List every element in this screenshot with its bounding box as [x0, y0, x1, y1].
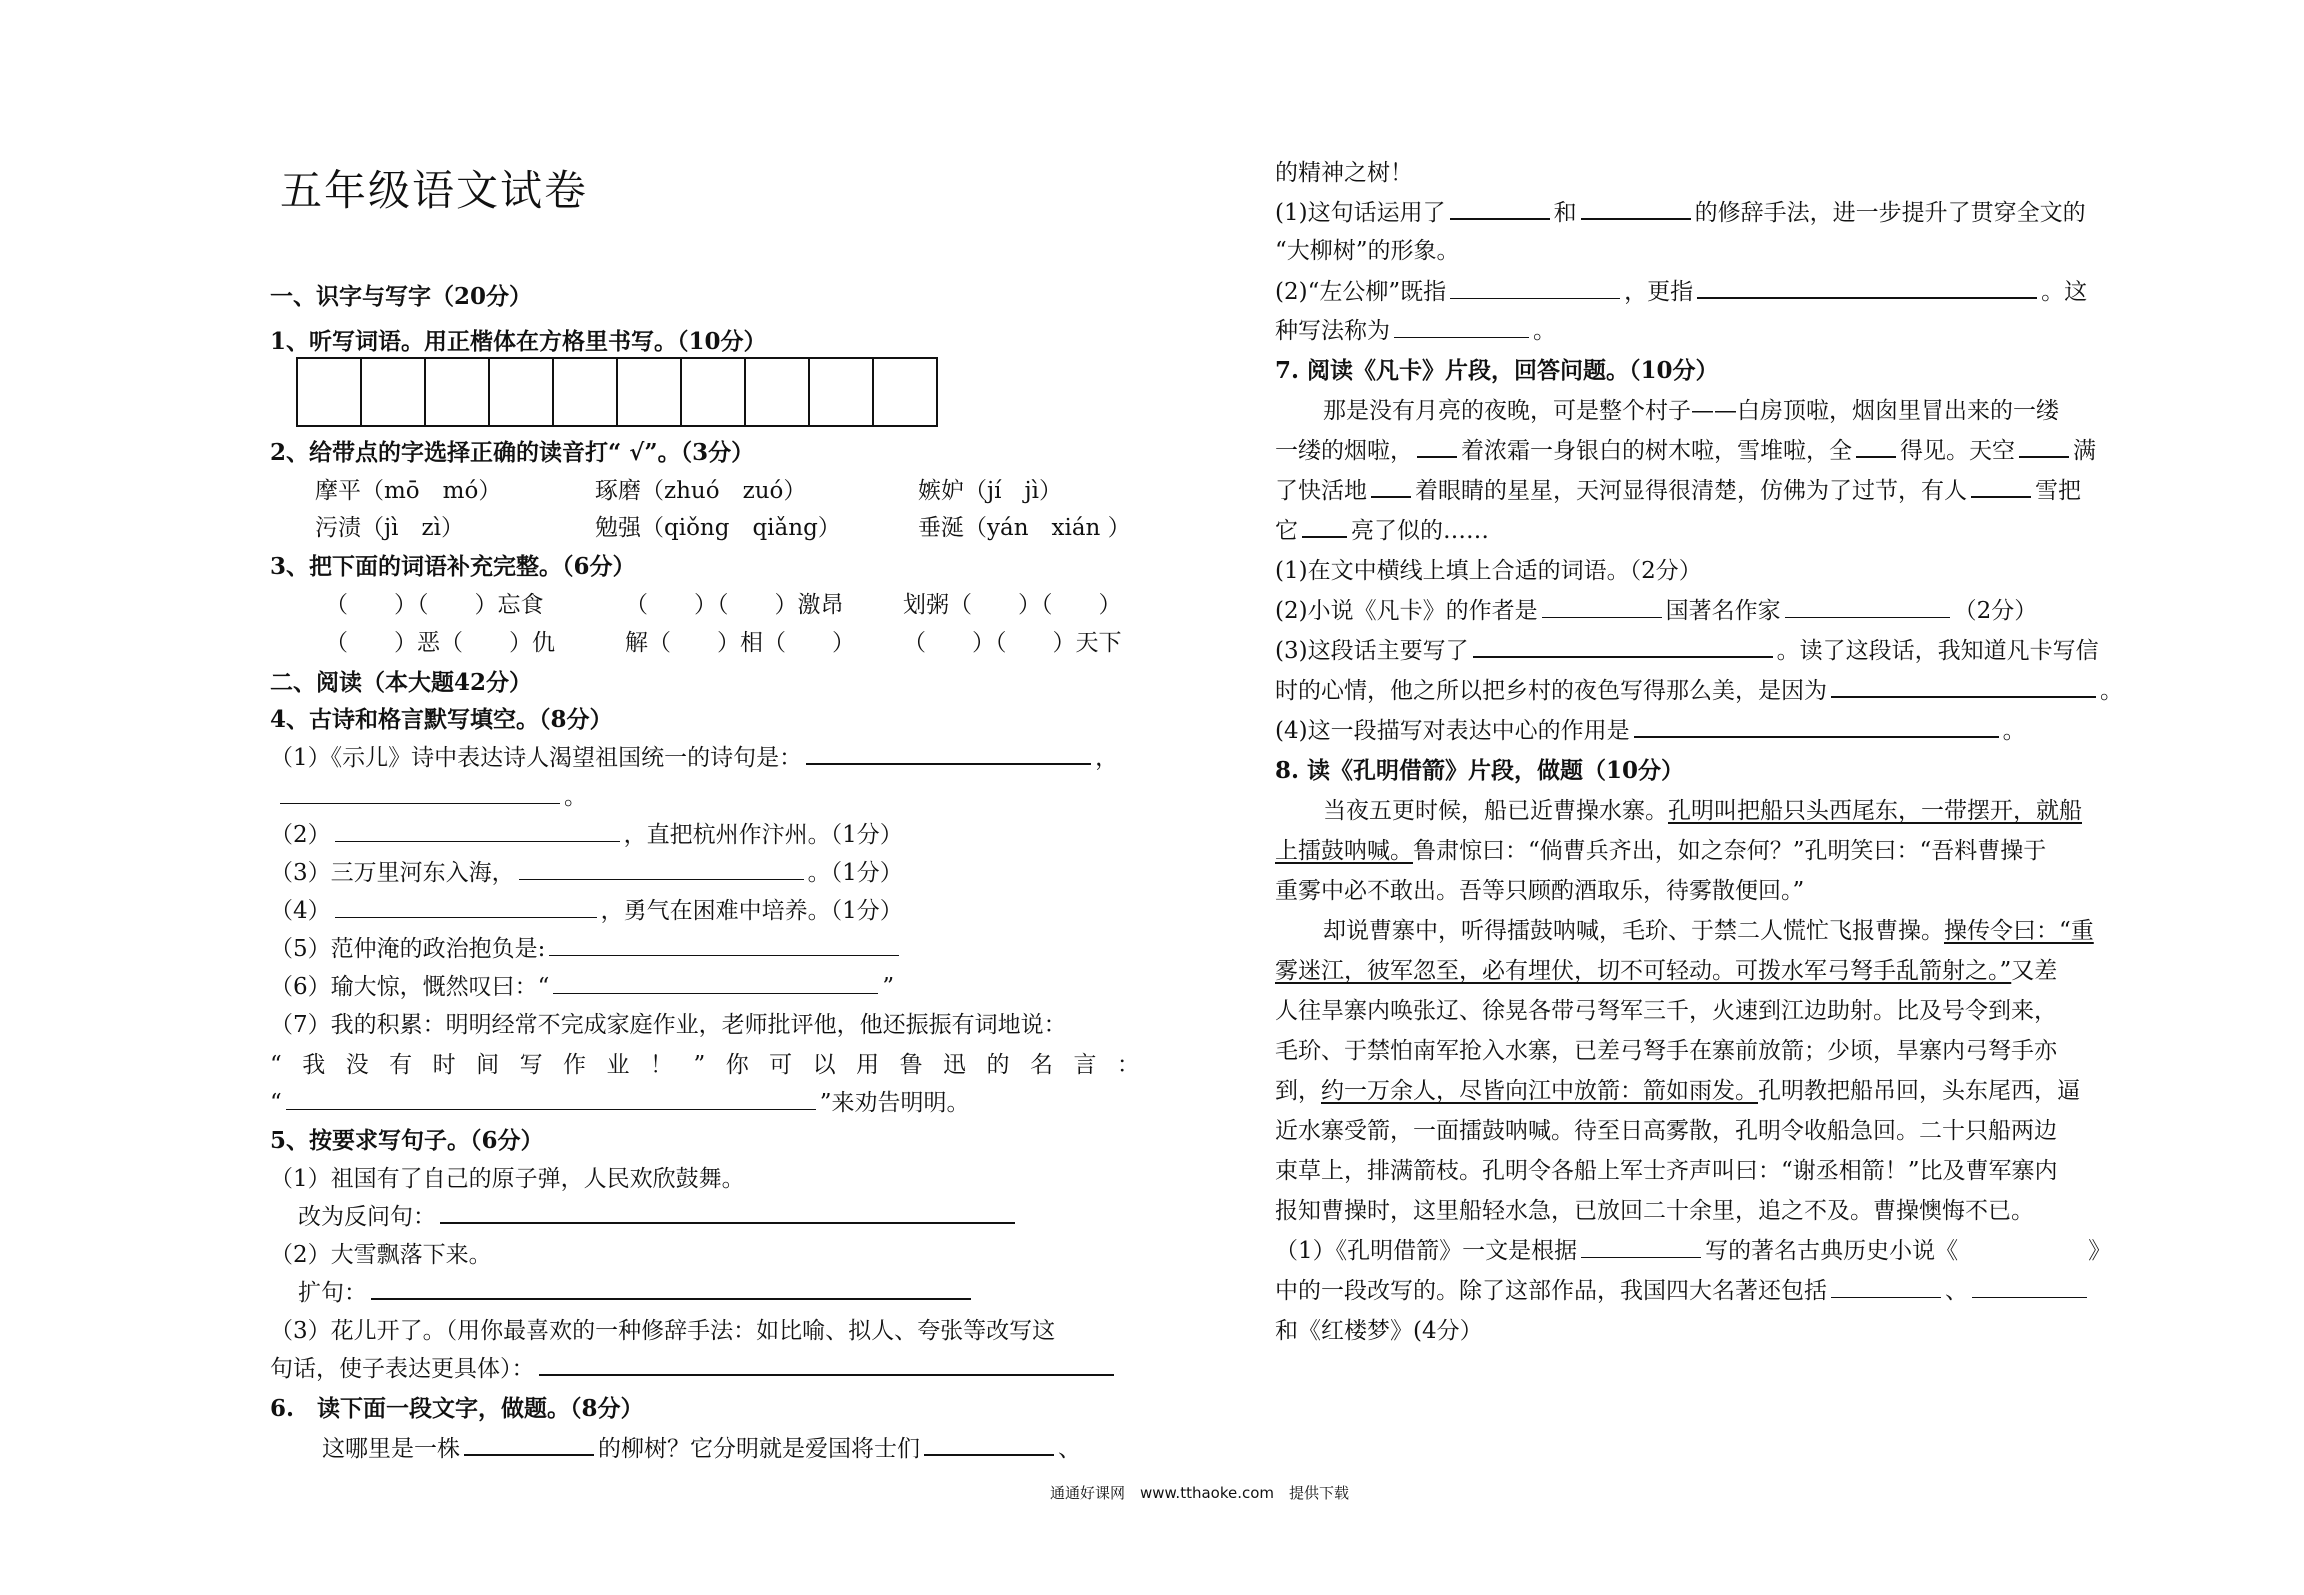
grid-cell[interactable] [362, 359, 426, 425]
q6-1-cont: “大柳树”的形象。 [1275, 238, 1460, 264]
question-6: 6. 读下面一段文字，做题。（8分） [270, 1395, 644, 1422]
grid-cell[interactable] [426, 359, 490, 425]
q2-item: 嫉妒（jí jì） [918, 478, 1062, 504]
answer-blank[interactable] [2019, 454, 2069, 458]
passage-8: 重雾中必不敢出。吾等只顾酌酒取乐，待雾散便回。” [1275, 878, 1805, 904]
question-4: 4、古诗和格言默写填空。（8分） [270, 706, 613, 733]
grid-cell[interactable] [874, 359, 936, 425]
answer-blank[interactable] [286, 1107, 816, 1110]
answer-blank[interactable] [1417, 454, 1457, 458]
question-3: 3、把下面的词语补充完整。（6分） [270, 553, 636, 580]
grid-cell[interactable] [810, 359, 874, 425]
answer-blank[interactable] [1972, 1295, 2087, 1298]
answer-blank[interactable] [1971, 494, 2031, 498]
q7-3-cont: 时的心情，他之所以把乡村的夜色写得那么美，是因为 。 [1275, 678, 2123, 704]
q2-item: 摩平（mō mó） [315, 478, 502, 504]
grid-cell[interactable] [490, 359, 554, 425]
passage-8: 上擂鼓呐喊。鲁肃惊曰：“倘曹兵齐出，如之奈何？”孔明笑曰：“吾料曹操于 [1275, 838, 2047, 864]
q4-2: （2） ，直把杭州作汴州。（1分） [270, 822, 903, 848]
q2-item: 琢磨（zhuó zuó） [595, 478, 807, 504]
q4-4: （4） ，勇气在困难中培养。（1分） [270, 898, 903, 924]
answer-blank[interactable] [1581, 216, 1691, 220]
answer-blank[interactable] [1831, 694, 2096, 698]
q2-item: 污渍（jì zì） [315, 515, 464, 541]
answer-blank[interactable] [1450, 216, 1550, 220]
q5-1b: 改为反问句： [298, 1202, 1019, 1232]
q5-2: （2）大雪飘落下来。 [270, 1242, 492, 1268]
q3-item: 划粥（ ）（ ） [903, 592, 1122, 618]
q6-2: (2)“左公柳”既指 ，更指 。这 [1275, 279, 2088, 305]
answer-blank[interactable] [539, 1372, 1114, 1376]
answer-blank[interactable] [1831, 1295, 1941, 1298]
answer-blank[interactable] [1302, 534, 1347, 538]
q3-item: 解（ ）相（ ） [625, 630, 855, 656]
passage-7: 它 亮了似的…… [1275, 518, 1489, 544]
answer-blank[interactable] [1856, 454, 1896, 458]
answer-blank[interactable] [1634, 734, 1999, 738]
section-1-heading: 一、识字与写字（20分） [270, 283, 533, 310]
answer-blank[interactable] [553, 991, 878, 994]
answer-blank[interactable] [440, 1220, 1015, 1224]
q6-text: 这哪里是一株 的柳树？它分明就是爱国将士们 、 [322, 1436, 1081, 1462]
page-footer: 通通好课网 www.tthaoke.com 提供下载 [1050, 1484, 1350, 1502]
q4-1-cont: 。 [270, 782, 587, 812]
q2-item: 垂涎（yán xián ） [918, 515, 1131, 541]
passage-8: 束草上，排满箭枝。孔明令各船上军士齐声叫曰：“谢丞相箭！”比及曹军寨内 [1275, 1158, 2058, 1184]
answer-blank[interactable] [806, 761, 1091, 765]
q5-1: （1）祖国有了自己的原子弹，人民欢欣鼓舞。 [270, 1166, 745, 1192]
q6-cont: 的精神之树！ [1275, 160, 1413, 186]
grid-cell[interactable] [618, 359, 682, 425]
answer-blank[interactable] [335, 915, 597, 918]
answer-blank[interactable] [1473, 654, 1773, 658]
writing-grid[interactable] [296, 357, 938, 427]
q4-7-spaced: “ 我 没 有 时 间 写 作 业 ！ ” 你 可 以 用 鲁 迅 的 名 言 ： [270, 1052, 1140, 1078]
q5-3b: 句话，使子表达更具体）： [270, 1354, 1118, 1384]
answer-blank[interactable] [549, 953, 899, 956]
q6-2-cont: 种写法称为 。 [1275, 318, 1556, 344]
q7-1: (1)在文中横线上填上合适的词语。（2分） [1275, 558, 1702, 584]
answer-blank[interactable] [1394, 335, 1529, 338]
passage-7: 那是没有月亮的夜晚，可是整个村子——白房顶啦，烟囱里冒出来的一缕 [1323, 398, 2059, 424]
passage-8: 人往旱寨内唤张辽、徐晃各带弓弩军三千，火速到江边助射。比及号令到来， [1275, 998, 2057, 1024]
grid-cell[interactable] [554, 359, 618, 425]
q8-1-end: 和《红楼梦》(4分） [1275, 1318, 1483, 1344]
q4-7-end: “ ”来劝告明明。 [270, 1090, 970, 1116]
passage-8: 却说曹寨中，听得擂鼓呐喊，毛玠、于禁二人慌忙飞报曹操。操传令曰：“重 [1323, 918, 2094, 944]
passage-8: 雾迷江，彼军忽至，必有埋伏，切不可轻动。可拨水军弓弩手乱箭射之。”又差 [1275, 958, 2058, 984]
answer-blank[interactable] [335, 839, 620, 842]
answer-blank[interactable] [1542, 615, 1662, 618]
grid-cell[interactable] [682, 359, 746, 425]
q7-3: (3)这段话主要写了 。读了这段话，我知道凡卡写信 [1275, 638, 2099, 664]
q3-item: （ ）恶（ ）仇 [325, 630, 555, 656]
q3-item: （ ）（ ）激昂 [625, 592, 844, 618]
answer-blank[interactable] [1785, 615, 1950, 618]
q4-3: （3）三万里河东入海， 。（1分） [270, 860, 903, 886]
answer-blank[interactable] [464, 1452, 594, 1456]
passage-7: 一缕的烟啦， 着浓霜一身银白的树木啦，雪堆啦，全 得见。天空 满 [1275, 438, 2096, 464]
passage-8: 当夜五更时候，船已近曹操水寨。孔明叫把船只头西尾东，一带摆开，就船 [1323, 798, 2082, 824]
answer-blank[interactable] [924, 1452, 1054, 1456]
q7-2: (2)小说《凡卡》的作者是 国著名作家 （2分） [1275, 598, 2038, 624]
passage-7: 了快活地 着眼睛的星星，天河显得很清楚，仿佛为了过节，有人 雪把 [1275, 478, 2081, 504]
q4-7: （7）我的积累：明明经常不完成家庭作业，老师批评他，他还振振有词地说： [270, 1012, 1067, 1038]
q7-4: (4)这一段描写对表达中心的作用是 。 [1275, 718, 2026, 744]
page-title: 五年级语文试卷 [280, 166, 589, 215]
q2-item: 勉强（qiǒng qiǎng） [595, 515, 841, 541]
grid-cell[interactable] [298, 359, 362, 425]
q8-1: （1）《孔明借箭》一文是根据 写的著名古典历史小说《 》 [1275, 1238, 2112, 1264]
passage-8: 到，约一万余人，尽皆向江中放箭：箭如雨发。孔明教把船吊回，头东尾西，逼 [1275, 1078, 2080, 1104]
question-8: 8. 读《孔明借箭》片段，做题（10分） [1275, 757, 1685, 784]
question-1: 1、听写词语。用正楷体在方格里书写。（10分） [270, 328, 767, 355]
q5-2b: 扩句： [298, 1278, 975, 1308]
section-2-heading: 二、阅读（本大题42分） [270, 669, 533, 696]
q8-1-cont: 中的一段改写的。除了这部作品，我国四大名著还包括 、 [1275, 1276, 2091, 1306]
answer-blank[interactable] [280, 801, 560, 804]
passage-8: 毛玠、于禁怕南军抢入水寨，已差弓弩手在寨前放箭；少顷，旱寨内弓弩手亦 [1275, 1038, 2057, 1064]
answer-blank[interactable] [1371, 494, 1411, 498]
q4-6: （6）瑜大惊，慨然叹曰：“ ” [270, 974, 895, 1000]
q3-item: （ ）（ ）天下 [903, 630, 1122, 656]
q5-3: （3）花儿开了。（用你最喜欢的一种修辞手法：如比喻、拟人、夸张等改写这 [270, 1318, 1056, 1344]
answer-blank[interactable] [519, 877, 804, 880]
question-7: 7. 阅读《凡卡》片段，回答问题。（10分） [1275, 357, 1719, 384]
answer-blank[interactable] [1697, 295, 2037, 299]
q4-1: （1）《示儿》诗中表达诗人渴望祖国统一的诗句是： ， [270, 745, 1119, 771]
q3-item: （ ）（ ）忘食 [325, 592, 544, 618]
question-2: 2、给带点的字选择正确的读音打“ √”。（3分） [270, 439, 755, 466]
grid-cell[interactable] [746, 359, 810, 425]
q4-5: （5）范仲淹的政治抱负是: [270, 934, 903, 964]
question-5: 5、按要求写句子。（6分） [270, 1127, 544, 1154]
q6-1: (1)这句话运用了 和 的修辞手法，进一步提升了贯穿全文的 [1275, 200, 2086, 226]
passage-8: 近水寨受箭，一面擂鼓呐喊。待至日高雾散，孔明令收船急回。二十只船两边 [1275, 1118, 2057, 1144]
answer-blank[interactable] [1581, 1255, 1701, 1258]
passage-8: 报知曹操时，这里船轻水急，已放回二十余里，追之不及。曹操懊悔不已。 [1275, 1198, 2034, 1224]
answer-blank[interactable] [1450, 296, 1620, 299]
answer-blank[interactable] [371, 1296, 971, 1300]
